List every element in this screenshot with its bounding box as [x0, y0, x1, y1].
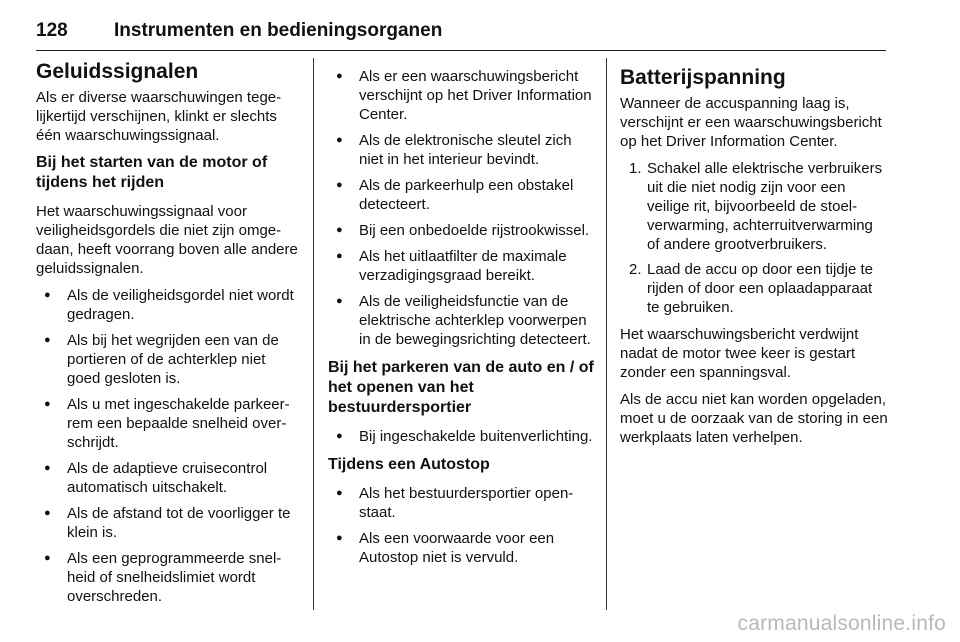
list-item — [620, 260, 888, 317]
step-text: Laad de accu op door een tijdje te rijden of door een oplaadapparaat te gebruiken. — [647, 261, 874, 316]
list-item: ● Als de adaptieve cruisecontrol automatisch uitschakelt. — [36, 459, 302, 497]
list-item — [620, 159, 888, 254]
section-heading-geluidssignalen: Geluidssignalen — [36, 60, 199, 83]
intro-paragraph: Wanneer de accuspanning laag is, verschijnt er een waarschuwingsbericht op het Driver Information Center. — [620, 95, 882, 150]
list-item: ● Als het bestuurdersportier openstaat. — [328, 484, 596, 522]
body-paragraph: Het waarschuwingsbericht verdwijnt nadat de motor twee keer is gestart zonder een spanningsval. — [620, 326, 859, 381]
bullet-list — [328, 484, 596, 567]
list-item: ● Als een geprogrammeerde snelheid of snelheidslimiet wordt overschreden. — [36, 549, 302, 606]
list-item: ● Als er een waarschuwingsbericht verschijnt op het Driver Information Center. — [328, 67, 596, 124]
subheading-autostop: Tijdens een Autostop — [328, 456, 490, 473]
list-item: ● Bij ingeschakelde buitenverlichting. — [328, 427, 596, 446]
subheading-parkeren: Bij het parkeren van de auto en / of het openen van het bestuurdersportier — [328, 359, 594, 416]
list-item: ● Als het uitlaatfilter de maximale verzadigingsgraad bereikt. — [328, 247, 596, 285]
step-number: 1. — [629, 160, 642, 177]
body-paragraph: Het waarschuwingssignaal voor veiligheidsgordels die niet zijn omgedaan, heeft voorrang boven alle andere geluidssignalen. — [36, 203, 298, 277]
page-header — [36, 18, 886, 51]
bullet-list — [328, 427, 596, 446]
body-paragraph: Als de accu niet kan worden opgeladen, moet u de oorzaak van de storing in een werkplaats laten verhelpen. — [620, 391, 888, 446]
watermark: carmanualsonline.info — [737, 612, 946, 635]
column-left — [36, 58, 302, 615]
list-item: ● Als bij het wegrijden een van de portieren of de achterklep niet goed gesloten is. — [36, 331, 302, 388]
page-title: Instrumenten en bedieningsorganen — [114, 20, 443, 41]
list-item: ● Als de veiligheidsgordel niet wordt gedragen. — [36, 286, 302, 324]
list-item: ● Als u met ingeschakelde parkeerrem een bepaalde snelheid overschrijdt. — [36, 395, 302, 452]
list-item: ● Als een voorwaarde voor een Autostop niet is vervuld. — [328, 529, 596, 567]
section-heading-batterijspanning: Batterijspanning — [620, 66, 786, 89]
column-middle — [328, 58, 596, 576]
bullet-list — [36, 286, 302, 606]
column-divider — [606, 58, 607, 610]
subheading-starten: Bij het starten van de motor of tijdens het rijden — [36, 154, 268, 191]
list-item: ● Als de elektronische sleutel zich niet in het interieur bevindt. — [328, 131, 596, 169]
list-item: ● Als de afstand tot de voorligger te klein is. — [36, 504, 302, 542]
list-item: ● Als de parkeerhulp een obstakel detecteert. — [328, 176, 596, 214]
step-number: 2. — [629, 261, 642, 278]
page-number: 128 — [36, 20, 68, 41]
column-right — [620, 58, 888, 455]
step-text: Schakel alle elektrische verbruikers uit die niet nodig zijn voor een veilige rit, bijvoorbeeld de stoelverwarming, achterruitverwarming of andere grootverbruikers. — [647, 160, 883, 253]
column-divider — [313, 58, 314, 610]
list-item: ● Bij een onbedoelde rijstrookwissel. — [328, 221, 596, 240]
numbered-list — [620, 159, 888, 317]
bullet-list — [328, 67, 596, 349]
intro-paragraph: Als er diverse waarschuwingen tegelijkertijd verschijnen, klinkt er slechts één waarschuwingssignaal. — [36, 89, 282, 144]
list-item: ● Als de veiligheidsfunctie van de elektrische achterklep voorwerpen in de bewegingsrichting detecteert. — [328, 292, 596, 349]
